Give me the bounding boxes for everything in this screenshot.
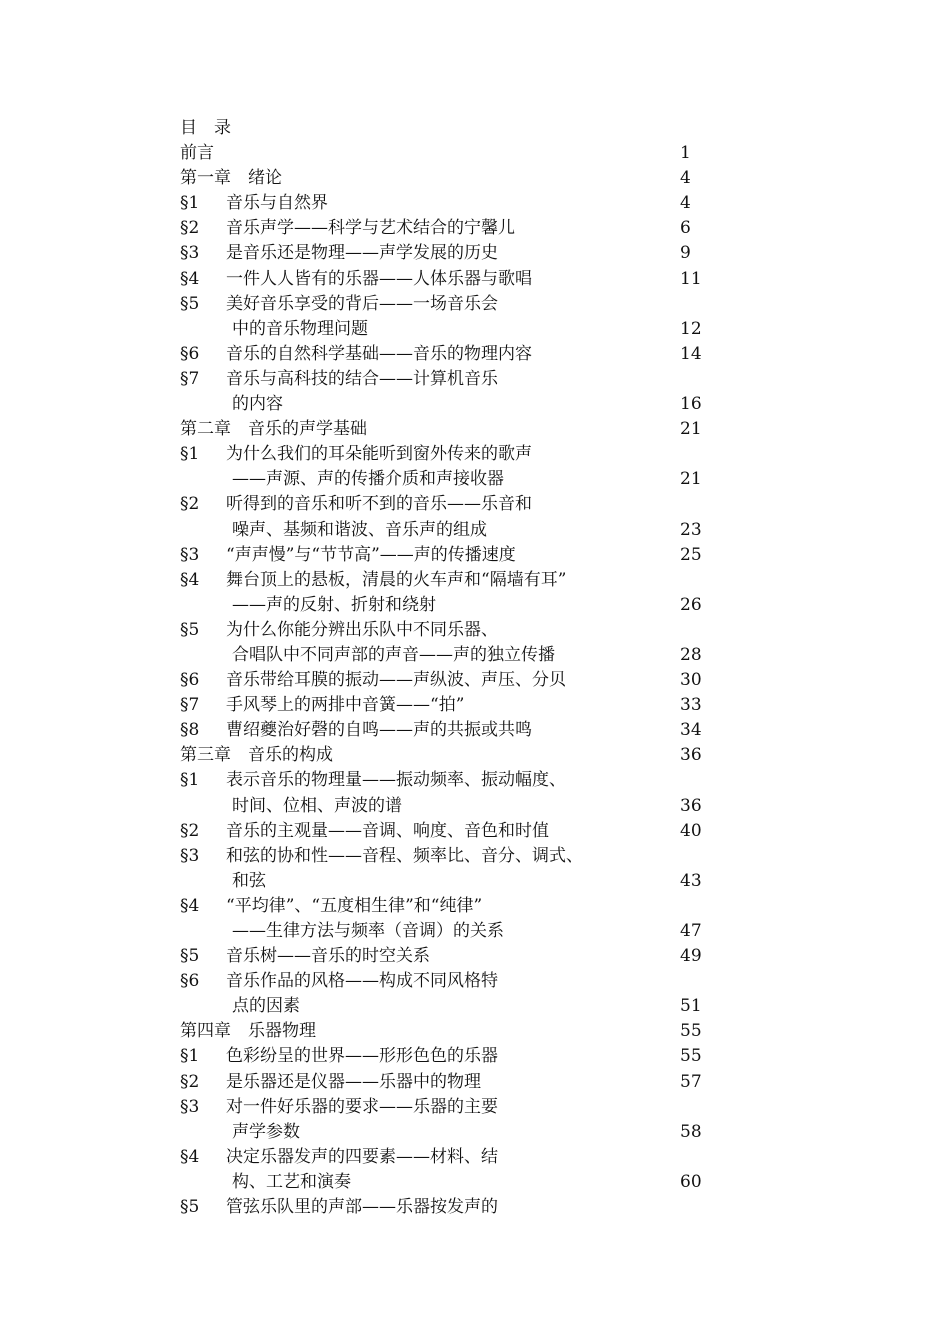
toc-continuation-row: [180, 593, 740, 618]
page-number: 26: [680, 594, 702, 615]
toc-section-row: [180, 191, 740, 216]
section-number: §4: [180, 268, 200, 289]
entry-title: 音乐带给耳膜的振动——声纵波、声压、分贝: [226, 670, 566, 691]
toc-continuation-row: [180, 467, 740, 492]
entry-title: 美好音乐享受的背后——一场音乐会: [226, 293, 498, 314]
section-number: §8: [180, 720, 200, 741]
toc-section-row: [180, 768, 740, 793]
toc-continuation-row: [180, 317, 740, 342]
entry-title: 中的音乐物理问题: [232, 318, 368, 339]
toc-section-row: [180, 543, 740, 568]
entry-title: 对一件好乐器的要求——乐器的主要: [226, 1096, 498, 1117]
page-number: 40: [680, 820, 702, 841]
toc-section-row: [180, 292, 740, 317]
section-number: §3: [180, 1096, 200, 1117]
entry-title: 第一章 绪论: [180, 168, 282, 189]
section-number: §6: [180, 670, 200, 691]
toc-continuation-row: [180, 643, 740, 668]
page-number: 36: [680, 795, 702, 816]
entry-title: 和弦的协和性——音程、频率比、音分、调式、: [226, 845, 583, 866]
section-number: §5: [180, 293, 200, 314]
entry-title: 第二章 音乐的声学基础: [180, 419, 367, 440]
toc-chapter-row: [180, 141, 740, 166]
section-number: §4: [180, 569, 200, 590]
entry-title: 合唱队中不同声部的声音——声的独立传播: [232, 644, 555, 665]
page-number: 28: [680, 644, 702, 665]
toc-section-row: [180, 894, 740, 919]
entry-title: 一件人人皆有的乐器——人体乐器与歌唱: [226, 268, 532, 289]
toc-continuation-row: [180, 392, 740, 417]
entry-title: 为什么我们的耳朵能听到窗外传来的歌声: [226, 444, 532, 465]
toc-section-row: [180, 718, 740, 743]
page-number: 55: [680, 1021, 702, 1042]
entry-title: 舞台顶上的悬板，清晨的火车声和“隔墙有耳”: [226, 569, 567, 590]
table-of-contents: [180, 116, 740, 1220]
section-number: §7: [180, 368, 200, 389]
entry-title: 音乐作品的风格——构成不同风格特: [226, 971, 498, 992]
toc-section-row: [180, 693, 740, 718]
entry-title: 点的因素: [232, 996, 300, 1017]
toc-chapter-row: [180, 417, 740, 442]
page-number: 4: [680, 168, 691, 189]
entry-title: 为什么你能分辨出乐队中不同乐器、: [226, 619, 498, 640]
entry-title: 音乐的自然科学基础——音乐的物理内容: [226, 343, 532, 364]
entry-title: 音乐的主观量——音调、响度、音色和时值: [226, 820, 549, 841]
page-number: 55: [680, 1046, 702, 1067]
section-number: §1: [180, 1046, 200, 1067]
toc-section-row: [180, 216, 740, 241]
toc-section-row: [180, 367, 740, 392]
page-number: 57: [680, 1071, 702, 1092]
entry-title: 决定乐器发声的四要素——材料、结: [226, 1146, 498, 1167]
section-number: §3: [180, 544, 200, 565]
page-number: 16: [680, 394, 702, 415]
entry-title: ——生律方法与频率（音调）的关系: [232, 921, 504, 941]
toc-chapter-row: [180, 743, 740, 768]
section-number: §5: [180, 619, 200, 640]
section-number: §1: [180, 193, 200, 214]
toc-section-row: [180, 1095, 740, 1120]
entry-title: 的内容: [232, 394, 283, 415]
entry-title: 声学参数: [232, 1121, 300, 1142]
entry-title: ——声的反射、折射和绕射: [232, 594, 436, 615]
toc-chapter-row: [180, 166, 740, 191]
section-number: §6: [180, 971, 200, 992]
section-number: §4: [180, 895, 200, 916]
page-number: 30: [680, 670, 702, 691]
page-number: 1: [680, 143, 691, 164]
toc-section-row: [180, 944, 740, 969]
page-number: 49: [680, 946, 702, 967]
entry-title: 时间、位相、声波的谱: [232, 795, 402, 816]
entry-title: 管弦乐队里的声部——乐器按发声的: [226, 1197, 498, 1218]
toc-section-row: [180, 342, 740, 367]
section-number: §2: [180, 820, 200, 841]
entry-title: 和弦: [232, 870, 266, 891]
section-number: §4: [180, 1146, 200, 1167]
toc-continuation-row: [180, 994, 740, 1019]
section-number: §3: [180, 243, 200, 264]
page-number: 51: [680, 996, 702, 1017]
section-number: §5: [180, 1197, 200, 1218]
entry-title: 手风琴上的两排中音簧——“拍”: [226, 695, 465, 716]
entry-title: 听得到的音乐和听不到的音乐——乐音和: [226, 494, 532, 515]
section-number: §7: [180, 695, 200, 716]
entry-title: 第四章 乐器物理: [180, 1021, 316, 1042]
section-number: §1: [180, 770, 200, 791]
entry-title: ——声源、声的传播介质和声接收器: [232, 469, 504, 490]
toc-section-row: [180, 1195, 740, 1220]
page-number: 36: [680, 745, 702, 766]
section-number: §5: [180, 946, 200, 967]
toc-section-row: [180, 568, 740, 593]
entry-title: 构、工艺和演奏: [232, 1171, 351, 1192]
toc-title: 目 录: [180, 118, 231, 138]
page-number: 21: [680, 419, 702, 440]
toc-section-row: [180, 618, 740, 643]
entry-title: “平均律”、“五度相生律”和“纯律”: [226, 895, 483, 916]
entry-title: 是音乐还是物理——声学发展的历史: [226, 243, 498, 264]
toc-continuation-row: [180, 518, 740, 543]
section-number: §2: [180, 218, 200, 239]
entry-title: 音乐树——音乐的时空关系: [226, 946, 430, 967]
section-number: §1: [180, 444, 200, 465]
entry-title: 色彩纷呈的世界——形形色色的乐器: [226, 1046, 498, 1067]
toc-continuation-row: [180, 919, 740, 944]
toc-section-row: [180, 1145, 740, 1170]
entry-title: 第三章 音乐的构成: [180, 745, 333, 766]
toc-section-row: [180, 1044, 740, 1069]
page-number: 4: [680, 193, 691, 214]
toc-section-row: [180, 668, 740, 693]
toc-section-row: [180, 969, 740, 994]
toc-section-row: [180, 492, 740, 517]
page-number: 12: [680, 318, 702, 339]
entry-title: 前言: [180, 143, 214, 164]
page-number: 23: [680, 519, 702, 540]
entry-title: 是乐器还是仪器——乐器中的物理: [226, 1071, 481, 1092]
page-number: 47: [680, 921, 702, 941]
page-number: 58: [680, 1121, 702, 1142]
page-number: 21: [680, 469, 702, 490]
toc-section-row: [180, 442, 740, 467]
toc-section-row: [180, 241, 740, 266]
toc-entries: [180, 141, 740, 1220]
toc-section-row: [180, 819, 740, 844]
entry-title: 噪声、基频和谐波、音乐声的组成: [232, 519, 487, 540]
page-number: 9: [680, 243, 691, 264]
toc-chapter-row: [180, 1019, 740, 1044]
page-number: 33: [680, 695, 702, 716]
section-number: §3: [180, 845, 200, 866]
page-number: 60: [680, 1171, 702, 1192]
toc-continuation-row: [180, 1170, 740, 1195]
entry-title: 音乐与自然界: [226, 193, 328, 214]
page-number: 14: [680, 343, 702, 364]
entry-title: 音乐声学——科学与艺术结合的宁馨儿: [226, 218, 515, 239]
entry-title: 表示音乐的物理量——振动频率、振动幅度、: [226, 770, 566, 791]
toc-section-row: [180, 844, 740, 869]
section-number: §2: [180, 494, 200, 515]
page-number: 6: [680, 218, 691, 239]
entry-title: 音乐与高科技的结合——计算机音乐: [226, 368, 498, 389]
entry-title: 曹绍夔治好磬的自鸣——声的共振或共鸣: [226, 720, 532, 741]
toc-continuation-row: [180, 1120, 740, 1145]
page-number: 11: [680, 268, 702, 289]
section-number: §2: [180, 1071, 200, 1092]
page-number: 43: [680, 870, 702, 891]
toc-continuation-row: [180, 794, 740, 819]
entry-title: “声声慢”与“节节高”——声的传播速度: [226, 544, 516, 565]
page-number: 34: [680, 720, 702, 741]
toc-section-row: [180, 1070, 740, 1095]
page-number: 25: [680, 544, 702, 565]
toc-section-row: [180, 267, 740, 292]
section-number: §6: [180, 343, 200, 364]
toc-continuation-row: [180, 869, 740, 894]
